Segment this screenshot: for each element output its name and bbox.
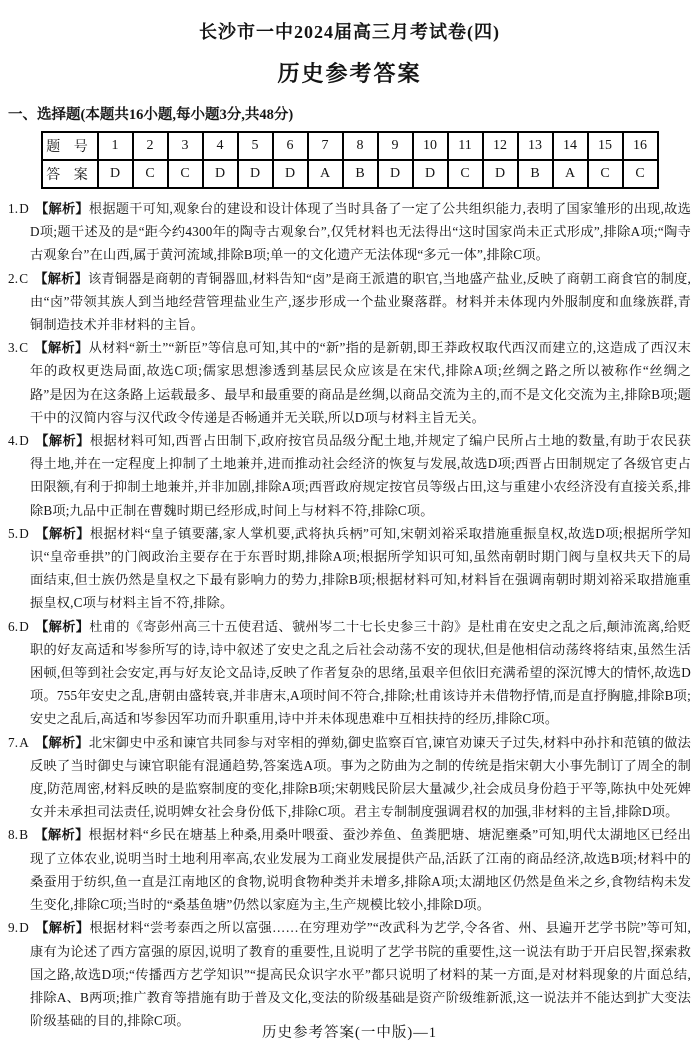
question-number-cell: 8 [343, 132, 378, 160]
explanation-text: 该青铜器是商朝的青铜器皿,材料告知“卤”是商王派遣的职官,当地盛产盐业,反映了商朝工商食官的制度,由“卤”带领其族人到当地经营管理盐业生产,逐步形成一个盐业聚落群。材料并未体现内外服制度和血缘族群,青铜制造技术并非材料的主旨。 [30, 270, 691, 333]
answer-row [42, 160, 658, 188]
question-number-cell: 5 [238, 132, 273, 160]
question-number-cell: 4 [203, 132, 238, 160]
explanation-item [8, 197, 691, 267]
answer-cell: D [203, 160, 238, 188]
explanation-tag: 【解析】 [34, 270, 88, 286]
answer-cell: C [623, 160, 658, 188]
question-number-cell: 12 [483, 132, 518, 160]
explanation-number: 5. [8, 525, 19, 541]
explanation-tag: 【解析】 [35, 734, 89, 750]
explanation-text: 根据题干可知,观象台的建设和设计体现了当时具备了一定了公共组织能力,表明了国家雏形的出现,故选D项;题干述及的是“距今约4300年的陶寺古观象台”,仅凭材料也无法得出“这时国家尚未正式形成”,排除A项;“陶寺古观象台”在山西,属于黄河流域,排除B项;单一的文化遗产无法体现“多元一体”,排除C项。 [30, 201, 691, 263]
explanation-tag: 【解析】 [35, 525, 90, 541]
answer-row-label: 答 案 [42, 160, 98, 188]
question-number-cell: 11 [448, 132, 483, 160]
explanation-answer: A [19, 734, 30, 750]
explanation-tag: 【解析】 [34, 827, 89, 843]
answer-cell: C [448, 160, 483, 188]
explanation-item [8, 731, 691, 824]
explanation-answer: D [19, 201, 30, 216]
explanation-text: 根据材料“皇子镇要藩,家人掌机要,武将执兵柄”可知,宋朝刘裕采取措施重振皇权,故选D项;根据所学知识“皇帝垂拱”的门阀政治主要存在于东晋时期,排除A项;根据所学知识可知,虽然南朝时期门阀与皇权共天下的局面结束,但士族仍然是皇权之下最有影响力的势力,排除B项;根据材料可知,材料旨在强调南朝时期刘裕采取措施重振皇权,C项与材料主旨不符,排除。 [30, 525, 691, 611]
question-number-cell: 16 [623, 132, 658, 160]
explanation-item [8, 522, 691, 615]
question-number-cell: 1 [98, 132, 133, 160]
explanation-text: 根据材料“尝考泰西之所以富强……在穷理劝学”“改武科为艺学,令各省、州、县遍开艺学书院”等可知,康有为论述了西方富强的原因,说明了教育的重要性,且说明了艺学书院的重要性,这一说法有助于开启民智,探索救国之路,故选D项;“传播西方艺学知识”“提高民众识字水平”都只说明了材料的某一方面,是对材料现象的片面总结,排除A、B两项;推广教育等措施有助于普及文化,变法的阶级基础是资产阶级维新派,这一说法并不能达到扩大变法阶级基础的目的,排除C项。 [30, 920, 691, 1029]
explanation-number: 4. [8, 433, 19, 449]
answer-cell: C [588, 160, 623, 188]
explanation-answer: D [19, 433, 30, 449]
explanation-number: 1. [8, 201, 19, 216]
question-number-row [42, 132, 658, 160]
answer-cell: D [483, 160, 518, 188]
explanation-number: 3. [8, 340, 19, 356]
explanation-tag: 【解析】 [35, 201, 89, 216]
page-footer: 历史参考答案(一中版)—1 [262, 1025, 437, 1041]
explanation-answer: D [19, 525, 30, 541]
page-title: 长沙市一中2024届高三月考试卷(四) [199, 22, 500, 42]
explanation-answer: C [19, 340, 29, 356]
question-number-cell: 14 [553, 132, 588, 160]
explanation-item [8, 429, 691, 522]
question-number-cell: 3 [168, 132, 203, 160]
explanation-item [8, 916, 691, 1032]
explanation-text: 从材料“新土”“新臣”等信息可知,其中的“新”指的是新朝,即王莽政权取代西汉而建立的,这造成了西汉末年的政权更迭局面,故选C项;儒家思想渗透到基层民众应该是在宋代,排除A项;丝绸之路之所以被称作“丝绸之路”是因为在这条路上运载最多、最早和最重要的商品是丝绸,以商品交流为主的,而不是文化交流为主,排除B项;题干中的汉简内容与汉代政令传递是否畅通并无关联,所以D项与材料主旨无关。 [30, 340, 691, 425]
explanation-item [8, 336, 691, 429]
explanation-number: 7. [8, 734, 19, 750]
answer-cell: D [378, 160, 413, 188]
explanation-text: 北宋御史中丞和谏官共同参与对宰相的弹劾,御史监察百官,谏官劝谏天子过失,材料中孙抃和范镇的做法反映了当时御史与谏官职能有混通趋势,答案选A项。事为之防曲为之制的传统是指宋朝大小事先制订了周全的制度,防范周密,材料反映的是监察制度的变化,排除B项;宋朝贱民阶层大量减少,社会成员身份趋于平等,陈执中处死婢女并未承担司法责任,说明婢女社会身份低下,排除C项。君主专制制度强调君权的加强,非材料的主旨,排除D项。 [30, 734, 691, 820]
answer-cell: C [133, 160, 168, 188]
explanation-text: 根据材料“乡民在塘基上种桑,用桑叶喂蚕、蚕沙养鱼、鱼粪肥塘、塘泥壅桑”可知,明代太湖地区已经出现了立体农业,说明当时土地利用率高,农业发展为工商业发展提供产品,活跃了江南的商品经济,故选B项;材料中的桑蚕用于纺织,鱼一直是江南地区的食物,说明食物种类并未增多,排除A项;太湖地区仍然是鱼米之乡,食物结构未发生变化,排除C项;当时的“桑基鱼塘”仍然以家庭为主,生产规模比较小,排除D项。 [30, 827, 691, 913]
explanation-tag: 【解析】 [35, 920, 90, 936]
explanation-text: 杜甫的《寄彭州高三十五使君适、虢州岑二十七长史参三十韵》是杜甫在安史之乱之后,颠沛流离,给贬职的好友高适和岑参所写的诗,诗中叙述了安史之乱之后社会动荡不安的现状,但是他相信动荡终将结束,虽然生活困顿,但等到社会安定,再与好友论文品诗,反映了作者复杂的思绪,虽艰辛但依旧充满希望的深沉博大的情怀,故选D项。755年安史之乱,唐朝由盛转衰,并非唐末,A项时间不符合,排除;杜甫该诗并未借物抒情,而是直抒胸臆,排除B项;安史之乱后,高适和岑参因军功而升职重用,诗中并未体现患难中互相扶持的经历,排除C项。 [30, 618, 691, 727]
question-number-cell: 15 [588, 132, 623, 160]
answer-cell: A [308, 160, 343, 188]
explanation-number: 2. [8, 270, 19, 286]
explanation-answer: C [19, 270, 29, 286]
explanation-answer: D [19, 618, 30, 634]
answer-cell: D [273, 160, 308, 188]
explanation-number: 8. [8, 827, 19, 843]
question-number-cell: 13 [518, 132, 553, 160]
explanation-text: 根据材料可知,西晋占田制下,政府按官员品级分配土地,并规定了编户民所占土地的数量,有助于农民获得土地,并在一定程度上抑制了土地兼并,进而推动社会经济的恢复与发展,故选D项;西晋占田制规定了各级官吏占田限额,有利于抑制土地兼并,并非加剧,排除A项;西晋政府规定按官员等级占田,这与重建小农经济没有直接关系,排除B项;九品中正制在曹魏时期已经形成,时间上与材料不符,排除C项。 [30, 433, 691, 518]
explanations-list [8, 197, 691, 1032]
answer-cell: D [98, 160, 133, 188]
explanation-tag: 【解析】 [35, 618, 90, 634]
answer-table-body [42, 132, 658, 188]
explanation-item [8, 615, 691, 731]
explanation-number: 9. [8, 920, 19, 936]
question-number-cell: 9 [378, 132, 413, 160]
explanation-tag: 【解析】 [35, 433, 90, 449]
section-heading: 一、选择题(本题共16小题,每小题3分,共48分) [8, 107, 294, 123]
question-number-cell: 2 [133, 132, 168, 160]
explanation-item [8, 267, 691, 337]
explanation-answer: D [19, 920, 30, 936]
page-subtitle: 历史参考答案 [277, 61, 422, 86]
question-number-cell: 6 [273, 132, 308, 160]
answer-cell: B [343, 160, 378, 188]
explanation-tag: 【解析】 [34, 340, 89, 356]
answer-cell: B [518, 160, 553, 188]
explanation-number: 6. [8, 618, 19, 634]
answer-cell: D [238, 160, 273, 188]
question-number-cell: 10 [413, 132, 448, 160]
explanation-item [8, 823, 691, 916]
explanation-answer: B [19, 827, 29, 843]
answer-cell: A [553, 160, 588, 188]
answer-cell: D [413, 160, 448, 188]
question-number-cell: 7 [308, 132, 343, 160]
answer-cell: C [168, 160, 203, 188]
answer-table [41, 131, 659, 189]
question-number-row-label: 题 号 [42, 132, 98, 160]
